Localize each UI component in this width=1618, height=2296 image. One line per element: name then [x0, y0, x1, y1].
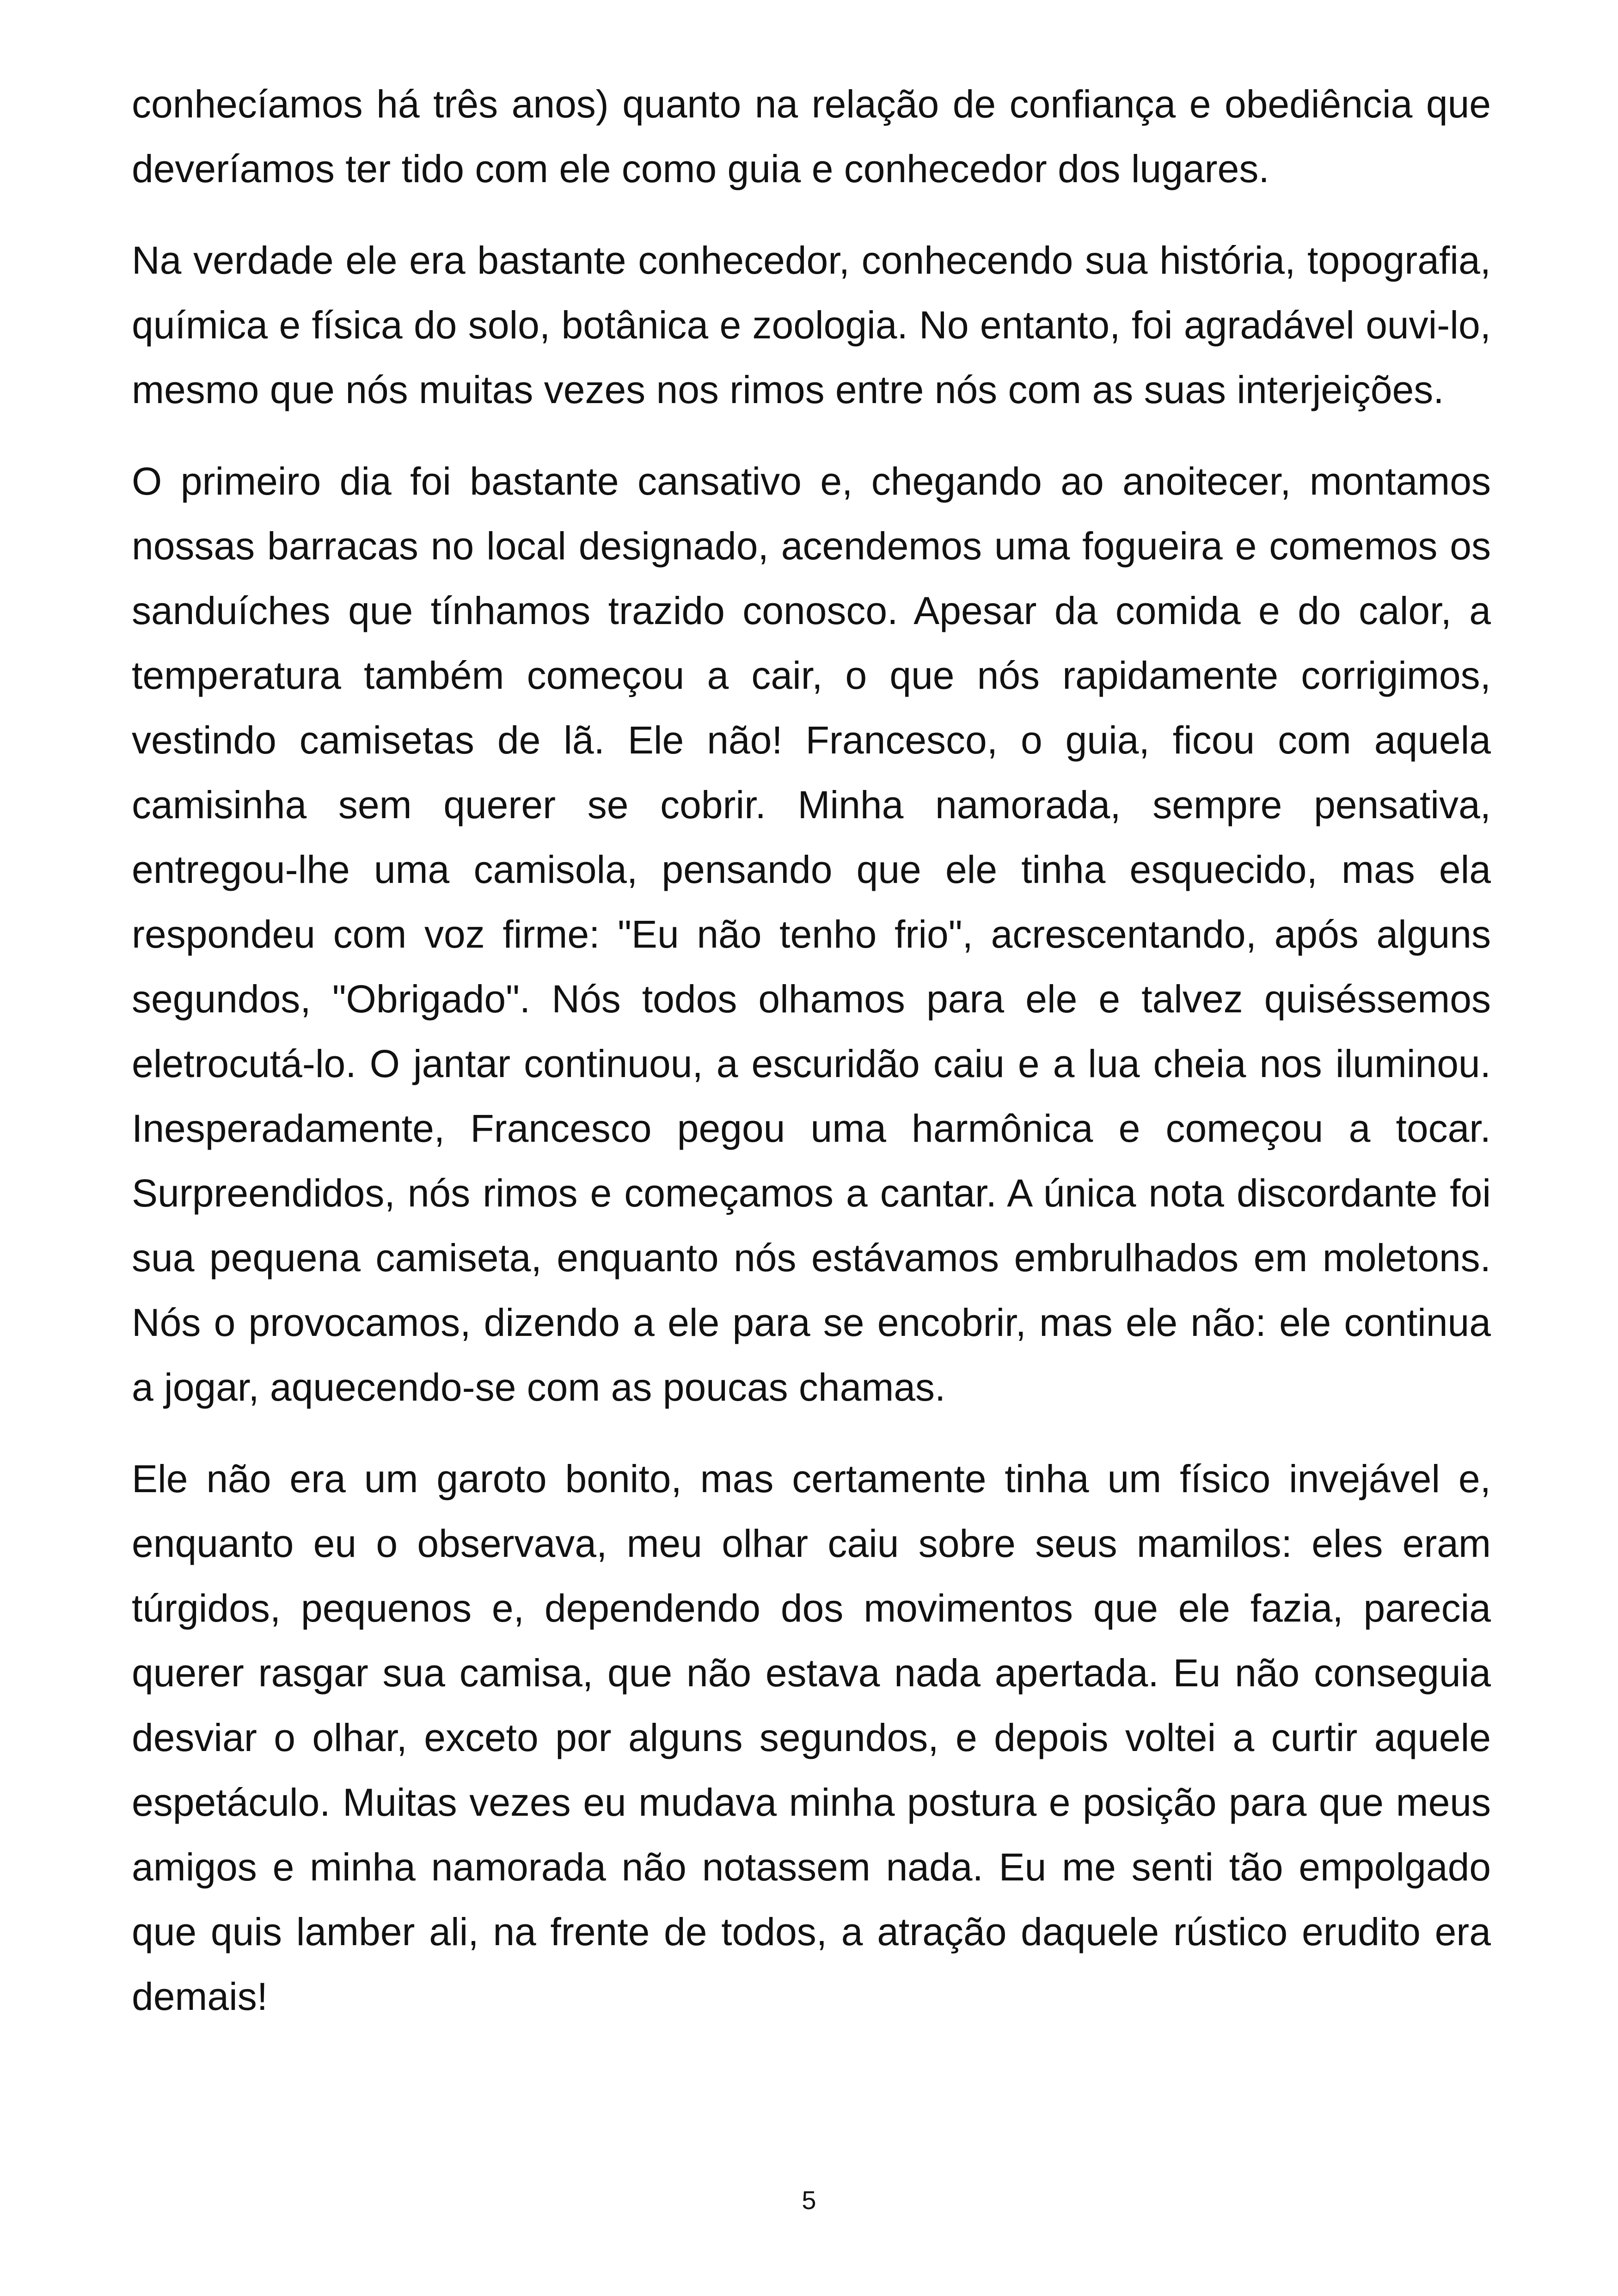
paragraph-3: O primeiro dia foi bastante cansativo e, chegando ao anoitecer, montamos nossas barracas no local designado, acendemos uma fogueira e comemos os sanduíches que tínhamos trazido conosco. Apesar da comida e do calor, a temperatura também começou a cair, o que nós rapidamente corrigimos, vestindo camisetas de lã. Ele não! Francesco, o guia, ficou com aquela camisinha sem querer se cobrir. Minha namorada, sempre pensativa, entregou-lhe uma camisola, pensando que ele tinha esquecido, mas ela respondeu com voz firme: "Eu não tenho frio", acrescentando, após alguns segundos, "Obrigado". Nós todos olhamos para ele e talvez quiséssemos eletrocutá-lo. O jantar continuou, a escuridão caiu e a lua cheia nos iluminou. Inesperadamente, Francesco pegou uma harmônica e começou a tocar. Surpreendidos, nós rimos e começamos a cantar. A única nota discordante foi sua pequena camiseta, enquanto nós estávamos embrulhados em moletons. Nós o provocamos, dizendo a ele para se encobrir, mas ele não: ele continua a jogar, aquecendo-se com as poucas chamas.	[132, 459, 1491, 1409]
paragraph-4: Ele não era um garoto bonito, mas certamente tinha um físico invejável e, enquanto eu o observava, meu olhar caiu sobre seus mamilos: eles eram túrgidos, pequenos e, dependendo dos movimentos que ele fazia, parecia querer rasgar sua camisa, que não estava nada apertada. Eu não conseguia desviar o olhar, exceto por alguns segundos, e depois voltei a curtir aquele espetáculo. Muitas vezes eu mudava minha postura e posição para que meus amigos e minha namorada não notassem nada. Eu me senti tão empolgado que quis lamber ali, na frente de todos, a atração daquele rústico erudito era demais!	[132, 1457, 1491, 2018]
page-number: 5	[802, 2186, 816, 2215]
page-body	[132, 72, 1491, 2056]
paragraph-2: Na verdade ele era bastante conhecedor, conhecendo sua história, topografia, química e física do solo, botânica e zoologia. No entanto, foi agradável ouvi-lo, mesmo que nós muitas vezes nos rimos entre nós com as suas interjeições.	[132, 239, 1491, 411]
paragraph-1: conhecíamos há três anos) quanto na relação de confiança e obediência que deveríamos ter tido com ele como guia e conhecedor dos lugares.	[132, 82, 1491, 190]
